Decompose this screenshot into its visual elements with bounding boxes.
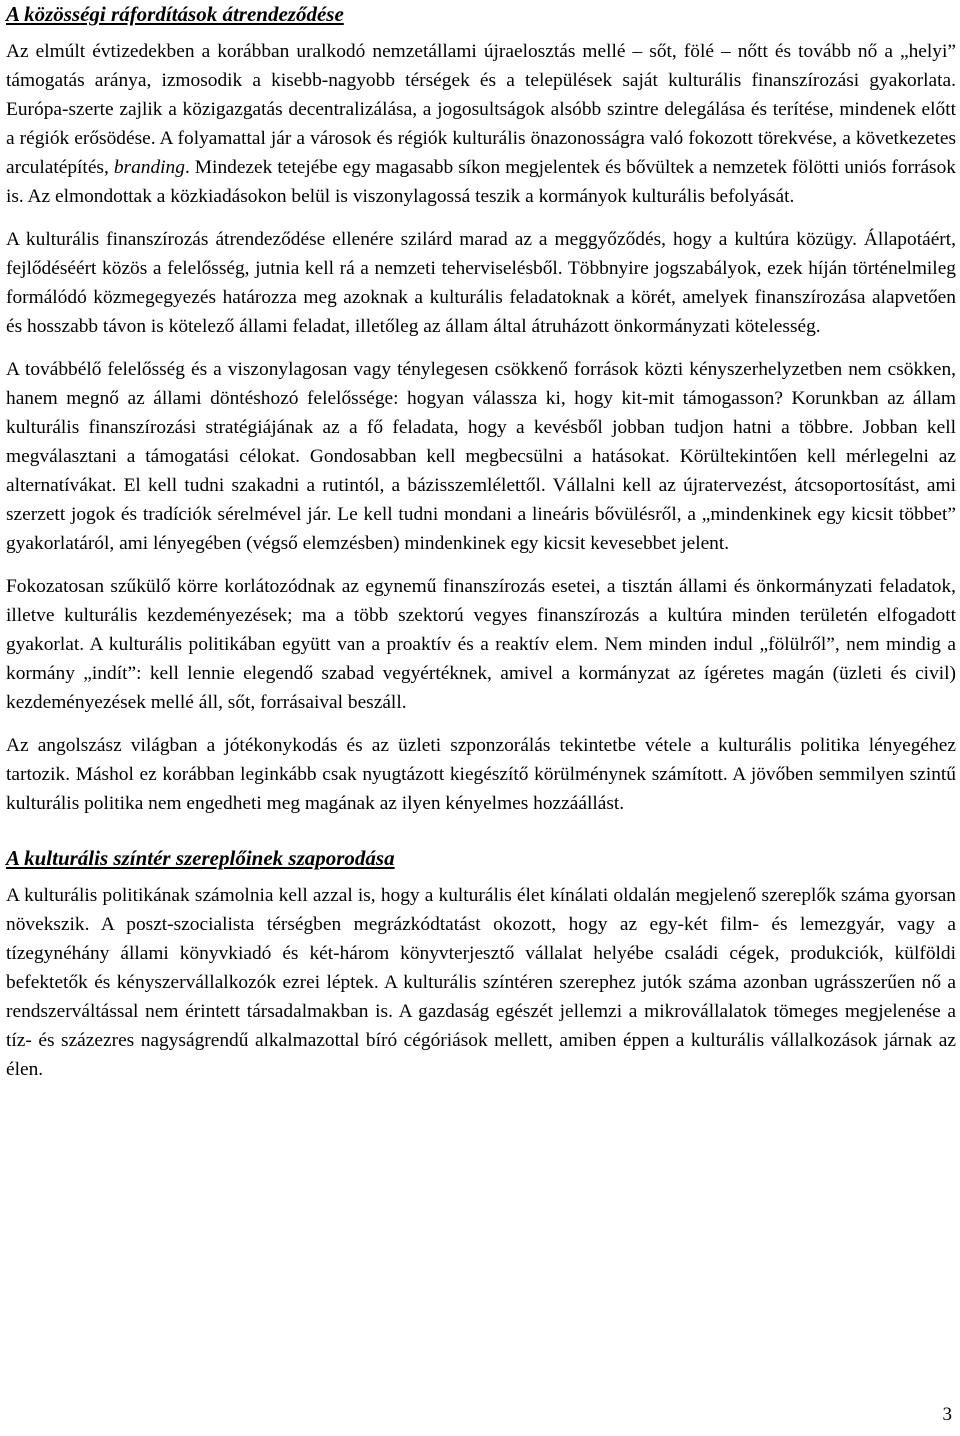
document-page bbox=[6, 0, 956, 1098]
paragraph-text: . Mindezek tetejébe egy magasabb síkon megjelentek és bővültek a nemzetek fölötti uniós források is. Az elmondottak a közkiadásokon belül is viszonylagossá teszik a kormányok kulturális befolyását. bbox=[6, 157, 956, 207]
paragraph-text: Az elmúlt évtizedekben a korábban uralkodó nemzetállami újraelosztás mellé – sőt, fölé – nőtt és tovább nő a „helyi” támogatás aránya, izmosodik a kisebb-nagyobb térségek és a települések saját kulturális finanszírozási gyakorlata. Európa-szerte zajlik a közigazgatás decentralizálása, a jogosultságok alsóbb szintre delegálása és terítése, mindenek előtt a régiók erősödése. A folyamattal jár a városok és régiók kulturális önazonosságra való fokozott törekvése, a következetes arculatépítés, bbox=[6, 41, 956, 178]
paragraph-cultural-actors-growth: A kulturális politikának számolnia kell azzal is, hogy a kulturális élet kínálati oldalán megjelenő szereplők száma gyorsan növekszik. A poszt-szocialista térségben megrázkódtatást okozott, hogy az egy-két film- és lemezgyár, vagy a tízegynéhány állami könyvkiadó és két-három könyvterjesztő vállalat helyébe családi cégek, produkciók, külföldi befektetők és kényszervállalkozók ezrei léptek. A kulturális színtéren szerephez jutók száma azonban ugrásszerűen nő a rendszerváltással nem érintett társadalmakban is. A gazdaság egészét jellemzi a mikrovállalatok tömeges megjelenése a tíz- és százezres nagyságrendű alkalmazottal bíró cégóriások mellett, amiben éppen a kulturális vállalkozások járnak az élen. bbox=[6, 885, 956, 1080]
paragraph-sponsorship: Az angolszász világban a jótékonykodás és az üzleti szponzorálás tekintetbe vétele a kulturális politika lényegéhez tartozik. Máshol ez korábban leginkább csak nyugtázott kiegészítő körülménynek számított. A jövőben semmilyen szintű kulturális politika nem engedheti meg magának az ilyen kényelmes hozzáállást. bbox=[6, 735, 956, 814]
page-number: 3 bbox=[942, 1404, 952, 1425]
paragraph-culture-public-affair: A kulturális finanszírozás átrendeződése ellenére szilárd marad az a meggyőződés, hogy a kultúra közügy. Állapotáért, fejlődéséért közös a felelősség, jutnia kell rá a nemzeti teherviselésből. Többnyire jogszabályok, ezek híján történelmileg formálódó közmegegyezés határozza meg azoknak a kulturális feladatoknak a körét, amelyek finanszírozása alapvetően és hosszabb távon is kötelező állami feladat, illetőleg az állam által átruházott önkormányzati kötelesség. bbox=[6, 229, 956, 337]
section-heading-community-spending: A közösségi ráfordítások átrendeződése bbox=[6, 2, 344, 26]
paragraph-decentralization bbox=[6, 37, 956, 211]
emphasis-branding: branding bbox=[113, 157, 185, 178]
paragraph-mixed-financing: Fokozatosan szűkülő körre korlátozódnak az egynemű finanszírozás esetei, a tisztán állami és önkormányzati feladatok, illetve kulturális kezdeményezések; ma a több szektorú vegyes finanszírozás a kultúra minden területén elfogadott gyakorlat. A kulturális politikában együtt van a proaktív és a reaktív elem. Nem minden indul „fölülről”, nem mindig a kormány „indít”: kell lennie elegendő szabad vegyértéknek, amivel a kormányzat az ígéretes magán (üzleti és civil) kezdeményezések mellé áll, sőt, forrásaival beszáll. bbox=[6, 576, 956, 713]
paragraph-state-responsibility: A továbbélő felelősség és a viszonylagosan vagy ténylegesen csökkenő források közti kényszerhelyzetben nem csökken, hanem megnő az állami döntéshozó felelőssége: hogyan válassza ki, hogy kit-mit támogasson? Korunkban az állam kulturális finanszírozási stratégiájának az a fő feladata, hogy a kevésből jobban tudjon hatni a többre. Jobban kell megválasztani a támogatási célokat. Gondosabban kell megbecsülni a hatásokat. Körültekintően kell mérlegelni az alternatívákat. El kell tudni szakadni a rutintól, a bázisszemlélettől. Vállalni kell az újratervezést, átcsoportosítást, ami szerzett jogok és tradíciók sérelmével jár. Le kell tudni mondani a lineáris bővülésről, a „mindenkinek egy kicsit többet” gyakorlatáról, ami lényegében (végső elemzésben) mindenkinek egy kicsit kevesebbet jelent. bbox=[6, 359, 956, 554]
section-heading-cultural-actors: A kulturális színtér szereplőinek szaporodása bbox=[6, 846, 395, 870]
